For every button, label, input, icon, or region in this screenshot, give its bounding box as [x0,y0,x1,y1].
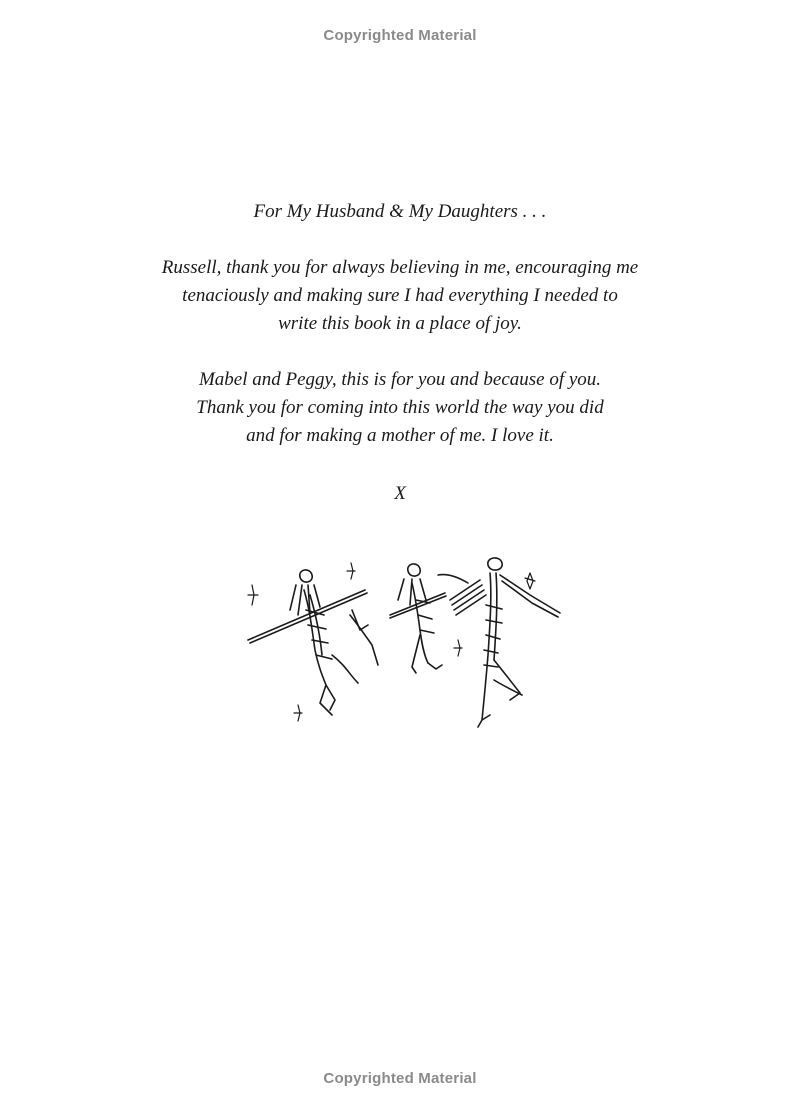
copyright-watermark-bottom: Copyrighted Material [323,1070,477,1087]
paragraph-line: and for making a mother of me. I love it. [246,425,554,446]
paragraph-line: Russell, thank you for always believing in me, encouraging me [161,257,639,278]
figure-two-icon [390,564,468,673]
figure-one-icon [248,570,378,715]
paragraph-line: Mabel and Peggy, this is for you and because of you. [198,369,602,390]
dedication-paragraph-russell [0,254,800,338]
dedication-block [0,198,800,508]
paragraph-line: Thank you for coming into this world the way you did [196,397,604,418]
dancing-figures-icon [240,555,570,740]
paragraph-line: tenaciously and making sure I had everything I needed to [182,285,618,306]
copyright-watermark-top: Copyrighted Material [323,27,477,44]
dancing-figures-illustration [240,555,570,740]
figure-three-icon [450,558,560,727]
sparkle-icon [248,563,535,721]
dedication-signoff: X [394,483,406,504]
dedication-heading: For My Husband & My Daughters . . . [253,201,547,222]
dedication-paragraph-daughters [0,366,800,450]
paragraph-line: write this book in a place of joy. [278,313,522,334]
